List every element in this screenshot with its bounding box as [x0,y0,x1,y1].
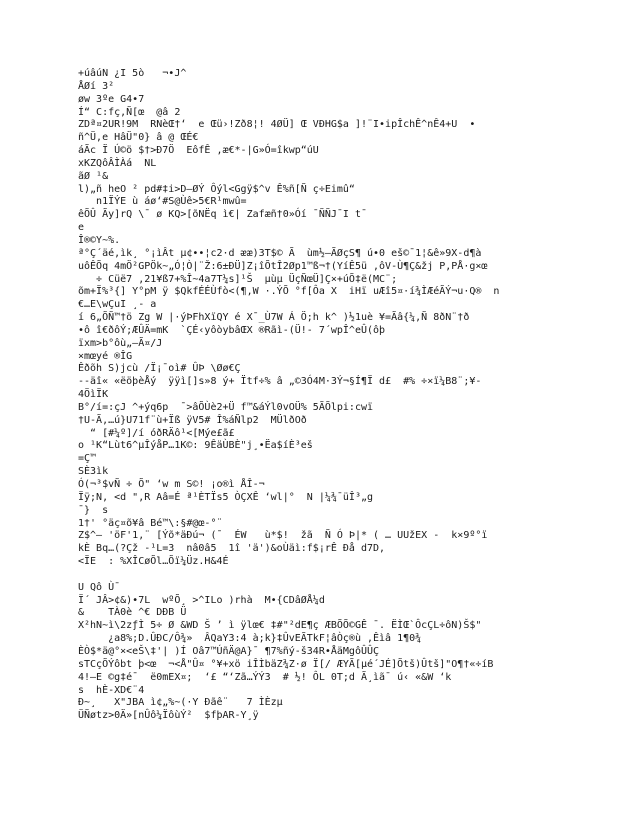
text-line: ÅØí 3² [78,80,115,92]
text-line: X²hN~ì\2zƒÌ 5÷ Ø &WD Š ’ ì ÿlœ€ ‡#"²dE¶ç ÆBÕÕ©GÊ ¯. ËÌŒ`ÔcÇL÷ôN)Š$" [78,620,482,632]
text-line: SÈ3ìk [78,466,109,478]
text-line: +úâúÑ ¿I 5ò ¬•J^ [78,68,187,79]
text-line [78,569,598,582]
text-line: 4ÖìÏK [78,389,109,401]
text-line: ÷ Cüë7 ,21¥ß7+%Î~4a7T¼s]¹Š µùµ ÜçÑœÜ]Ç×+úÕ‡ë(MC¨; [78,273,398,285]
text-line: †U-Ã,…ú}U71f¨ù+Ïß ÿV5# Î%áÑlp2 MÜlðOð [78,414,307,426]
text-line: n1ÏÝE ù áø‘#S@Ùê>5€R¹mwû= [78,196,247,208]
text-line: áÃc Ï Ú©ö $†>Ð7Ö EôfÊ ,æ€*-|G»Ó=îkwp“úU [78,145,319,157]
text-line: sTCçÕÝôbt þ<œ ¬<Å"Û¤ °¥+xö iÎÌbäZ¾Z·ø Ï[/ ÆYÃ[µé´JÉ]Õtš)Ûtš]"O¶†«÷íB [78,658,494,670]
text-line: Z$^— 'öF'1,¨ [Ýõ*äÐú¬ (¯ ÉW ù*$! žã Ñ Ó Þ|* ( … UUžEX - k×9º°ï [78,530,488,542]
text-line: êÕÛ Ãy]rQ \¯ ø KQ>[õNËq ì€| Zafæñ†0»Óí ¯ÑÑJ¯I t¯ [78,209,367,221]
text-line: ¿a8%;D.ÛÐC/Ô¾» ÂQaY3:4 à;k}‡ÛvEÃTkF¦âÒç®ù ,Êìâ 1¶0¾ [78,633,422,645]
text-line: uôÊÕq 4mÖ²GPÖk~„Ó¦Ò|¨Ž:6±ÐÜ]Z¡îÕtÎ2Øp1™ß¬†(YíÊ5ü ,ôV-Ù¶Ç&žj P,PÅ·g×œ [78,260,488,272]
text-line: Í“ C:fç,Ñ[œ @â 2 [78,106,181,118]
text-line: õm+Ï%³{] Y°pM ÿ $QkfÉÉÙfò<(¶,W ·.ÝÕ °f[Ôa X iHï uÆî5¤·í¾ÌÆéÃÝ¬u·Q® n [78,286,500,298]
text-line: Î®©Y~%. [78,234,121,246]
text-line: 1†' °äç¤õ¥â Bé™\:§#@œ-°¨ [78,517,223,529]
text-line: U Qô Ù¯ [78,581,121,593]
text-line: ÜÑøtz>0Ä»[nÛô¼ÏôùÝ² $fþAR-Y¸ÿ [78,710,259,722]
text-line: B°/í=:çJ ^+ýq6p ¯>âÕÙè2+Ü f™&áÝl0vOÜ% 5ÃÕlpi:cwï [78,401,374,413]
text-line: s hÈ-XD€¨4 [78,684,145,696]
text-line: í 6„ÕÑ™†ö Zg W |·ýÞFhXïQY é X¯_Ù7W Á Ö;h k^ )½1uè ¥=Ãâ{¼,Ñ 8ðN¨†ð [78,312,470,324]
text-line: “ [#¼º]/í óðRÄô¹<[Mýe£ã£ [78,427,235,439]
text-line: kÈ Bq…(?Çž -¹L=3 nâ0â5 1î 'ä')&oÙäì:f$¡rÊ Ðå d7D, [78,543,386,555]
text-line: ZDª¤2UR!9M RNèŒ†‘ e Œü›!Zð8¦! 4ØÜ] Œ VÐHG$a ]!¨I•ipÎchÊ^nÊ4+U • [78,119,476,131]
text-line: øw 3ºe G4•7 [78,93,145,105]
text-line: e [78,222,85,234]
text-line: l)„ñ heO ² pd#‡i>D—ØÝ Ôýl<Ggÿ$^v Ê%ñ[Ñ ç÷Eimû“ [78,183,355,195]
text-line: ãØ ¹& [78,170,109,182]
text-line: Ï´ JÂ>¢&)•7L wºÕ¸ >^ILo )rhà M•{CDâØÅ¼d [78,594,325,606]
text-line: 4!–E ©g‡é¯ ë0mEX¤; ‘£ “‘Zã…ÝÝ3 # ½! ÔL 0T;d Ã¸ìã¯ ú‹ «&W ‘k [78,671,458,683]
text-line: •ô î€ðôÝ;ÆÛÄ=mK `ÇÉ‹yôòybâŒX ®Rãì-(Ü!- 7´wpÎ^eÛ(ôþ [78,324,386,336]
text-line: ñ^Ü,e HâÜ"0} â @ ŒÉ€ [78,132,199,144]
text-line: ª°Ç´äé,ìk¸ °¡ìÂt µ¢••¦c2·d ᴂæ)3T$© Ã ùm½—ÃØçS¶ ú•0 eš©¯1¦&ê»9X-d¶à [78,247,482,259]
text-line: Ó(¬³$vÑ ÷ Õ" ‘w m S©! ¡o®ì ÅÎ-¬ [78,479,265,490]
text-line: & TÀ0è ^€ DÐB Ü [78,607,187,619]
text-line: ×mœyé ®ÎG [78,350,133,362]
text-line: ¯} s [78,504,109,516]
text-line: Êðõh S)jcù /Ï¡¯oì# ÛÞ \Øø€Ç [78,363,241,375]
text-line: =Ç™ [78,453,97,465]
text-line: ÈÒ$*ä@°×<eŠ\‡'| )Í Oâ7™ÚñÄ@A}¯ ¶7%ñý-š34R•ÅäMgôÛÛÇ [78,645,380,657]
text-line: €…E\wÇuI ¸- a [78,299,157,311]
text-line: xKZQôÂÌÀá NL [78,157,157,169]
text-line: <ÏE : %XÎCøÕl…Õï¼Üz.H&4É [78,556,229,568]
text-line: --äî« «ëöþèÅý ÿÿì[]s»8 ý+ Ïtf÷% â „©3Ó4M·3Ý¬§Í¶Ï d£ #% ÷×ï¼B8¨;¥- [78,376,482,388]
text-line: Ïÿ;N, <d ",R Aâ=É ª¹ÈTÏs5 ÒÇXÊ ‘wl|° N |¼¾¯üÎ³„g [78,491,374,503]
text-line: o ¹K“Lùt6^µÎýåP…1K©: 9ÊäÙBÈ"j¸•Ëa$íÈ³eš [78,440,313,452]
text-line: Ð~¸ X"JBA ì¢„%~(·Y Ðãê¨ 7 ÌÈzµ [78,697,283,709]
garbled-text-block [78,68,598,723]
text-line: ïxm>b°ôù„—Ã¤/J [78,337,163,349]
